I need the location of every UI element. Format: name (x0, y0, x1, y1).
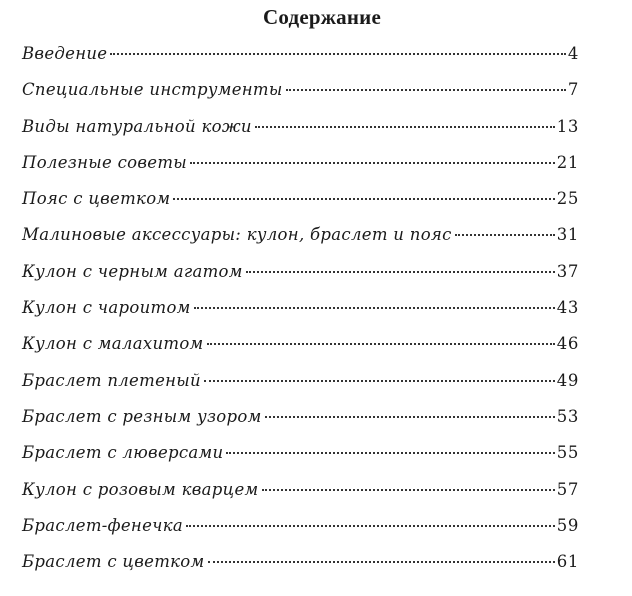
toc-entry (22, 290, 579, 326)
toc-entry (22, 109, 579, 145)
toc-entry (22, 36, 579, 72)
toc-page-number: 37 (556, 261, 579, 281)
toc-entry (22, 217, 579, 253)
table-of-contents (22, 36, 579, 580)
dot-leader (186, 525, 555, 527)
toc-entry (22, 508, 579, 544)
toc-page-number: 31 (556, 225, 579, 245)
toc-entry (22, 145, 579, 181)
toc-entry-title: Браслет плетеный (22, 370, 201, 390)
toc-entry (22, 435, 579, 471)
toc-entry-title: Кулон с розовым кварцем (22, 479, 259, 499)
dot-leader (246, 271, 555, 273)
toc-entry (22, 544, 579, 580)
toc-page-number: 53 (556, 406, 579, 426)
toc-entry (22, 399, 579, 435)
toc-entry-title: Полезные советы (22, 152, 188, 172)
toc-entry (22, 72, 579, 108)
toc-page-number: 43 (556, 298, 579, 318)
dot-leader (265, 416, 555, 418)
dot-leader (255, 126, 555, 128)
toc-page-number: 55 (556, 443, 579, 463)
toc-entry-title: Браслет с цветком (22, 552, 205, 572)
toc-page-number: 13 (556, 116, 579, 136)
toc-entry-title: Кулон с черным агатом (22, 261, 243, 281)
dot-leader (262, 489, 555, 491)
toc-entry (22, 326, 579, 362)
toc-entry-title: Кулон с чароитом (22, 298, 191, 318)
toc-entry-title: Браслет с люверсами (22, 443, 224, 463)
toc-entry-title: Виды натуральной кожи (22, 116, 252, 136)
toc-entry-title: Малиновые аксессуары: кулон, браслет и пояс (22, 225, 452, 245)
dot-leader (204, 380, 555, 382)
toc-entry (22, 181, 579, 217)
toc-entry-title: Кулон с малахитом (22, 334, 204, 354)
page-title: Содержание (263, 5, 381, 29)
dot-leader (194, 307, 555, 309)
dot-leader (455, 234, 555, 236)
toc-entry-title: Пояс с цветком (22, 189, 171, 209)
toc-page-number: 61 (556, 552, 579, 572)
toc-entry (22, 363, 579, 399)
toc-page-number: 25 (556, 189, 579, 209)
toc-entry-title: Браслет с резным узором (22, 406, 262, 426)
toc-entry (22, 472, 579, 508)
toc-entry-title: Специальные инструменты (22, 80, 283, 100)
dot-leader (208, 561, 555, 563)
toc-page-number: 7 (567, 80, 579, 100)
dot-leader (207, 343, 555, 345)
dot-leader (110, 53, 566, 55)
toc-page-number: 46 (556, 334, 579, 354)
toc-entry-title: Введение (22, 44, 108, 63)
toc-page-number: 59 (556, 515, 579, 535)
dot-leader (173, 198, 554, 200)
toc-page-number: 57 (556, 479, 579, 499)
dot-leader (286, 89, 566, 91)
toc-entry-title: Браслет-фенечка (22, 515, 184, 535)
toc-entry (22, 254, 579, 290)
toc-page-number: 49 (556, 370, 579, 390)
toc-page-number: 21 (556, 152, 579, 172)
toc-page-number: 4 (567, 44, 579, 63)
dot-leader (190, 162, 555, 164)
dot-leader (226, 452, 554, 454)
